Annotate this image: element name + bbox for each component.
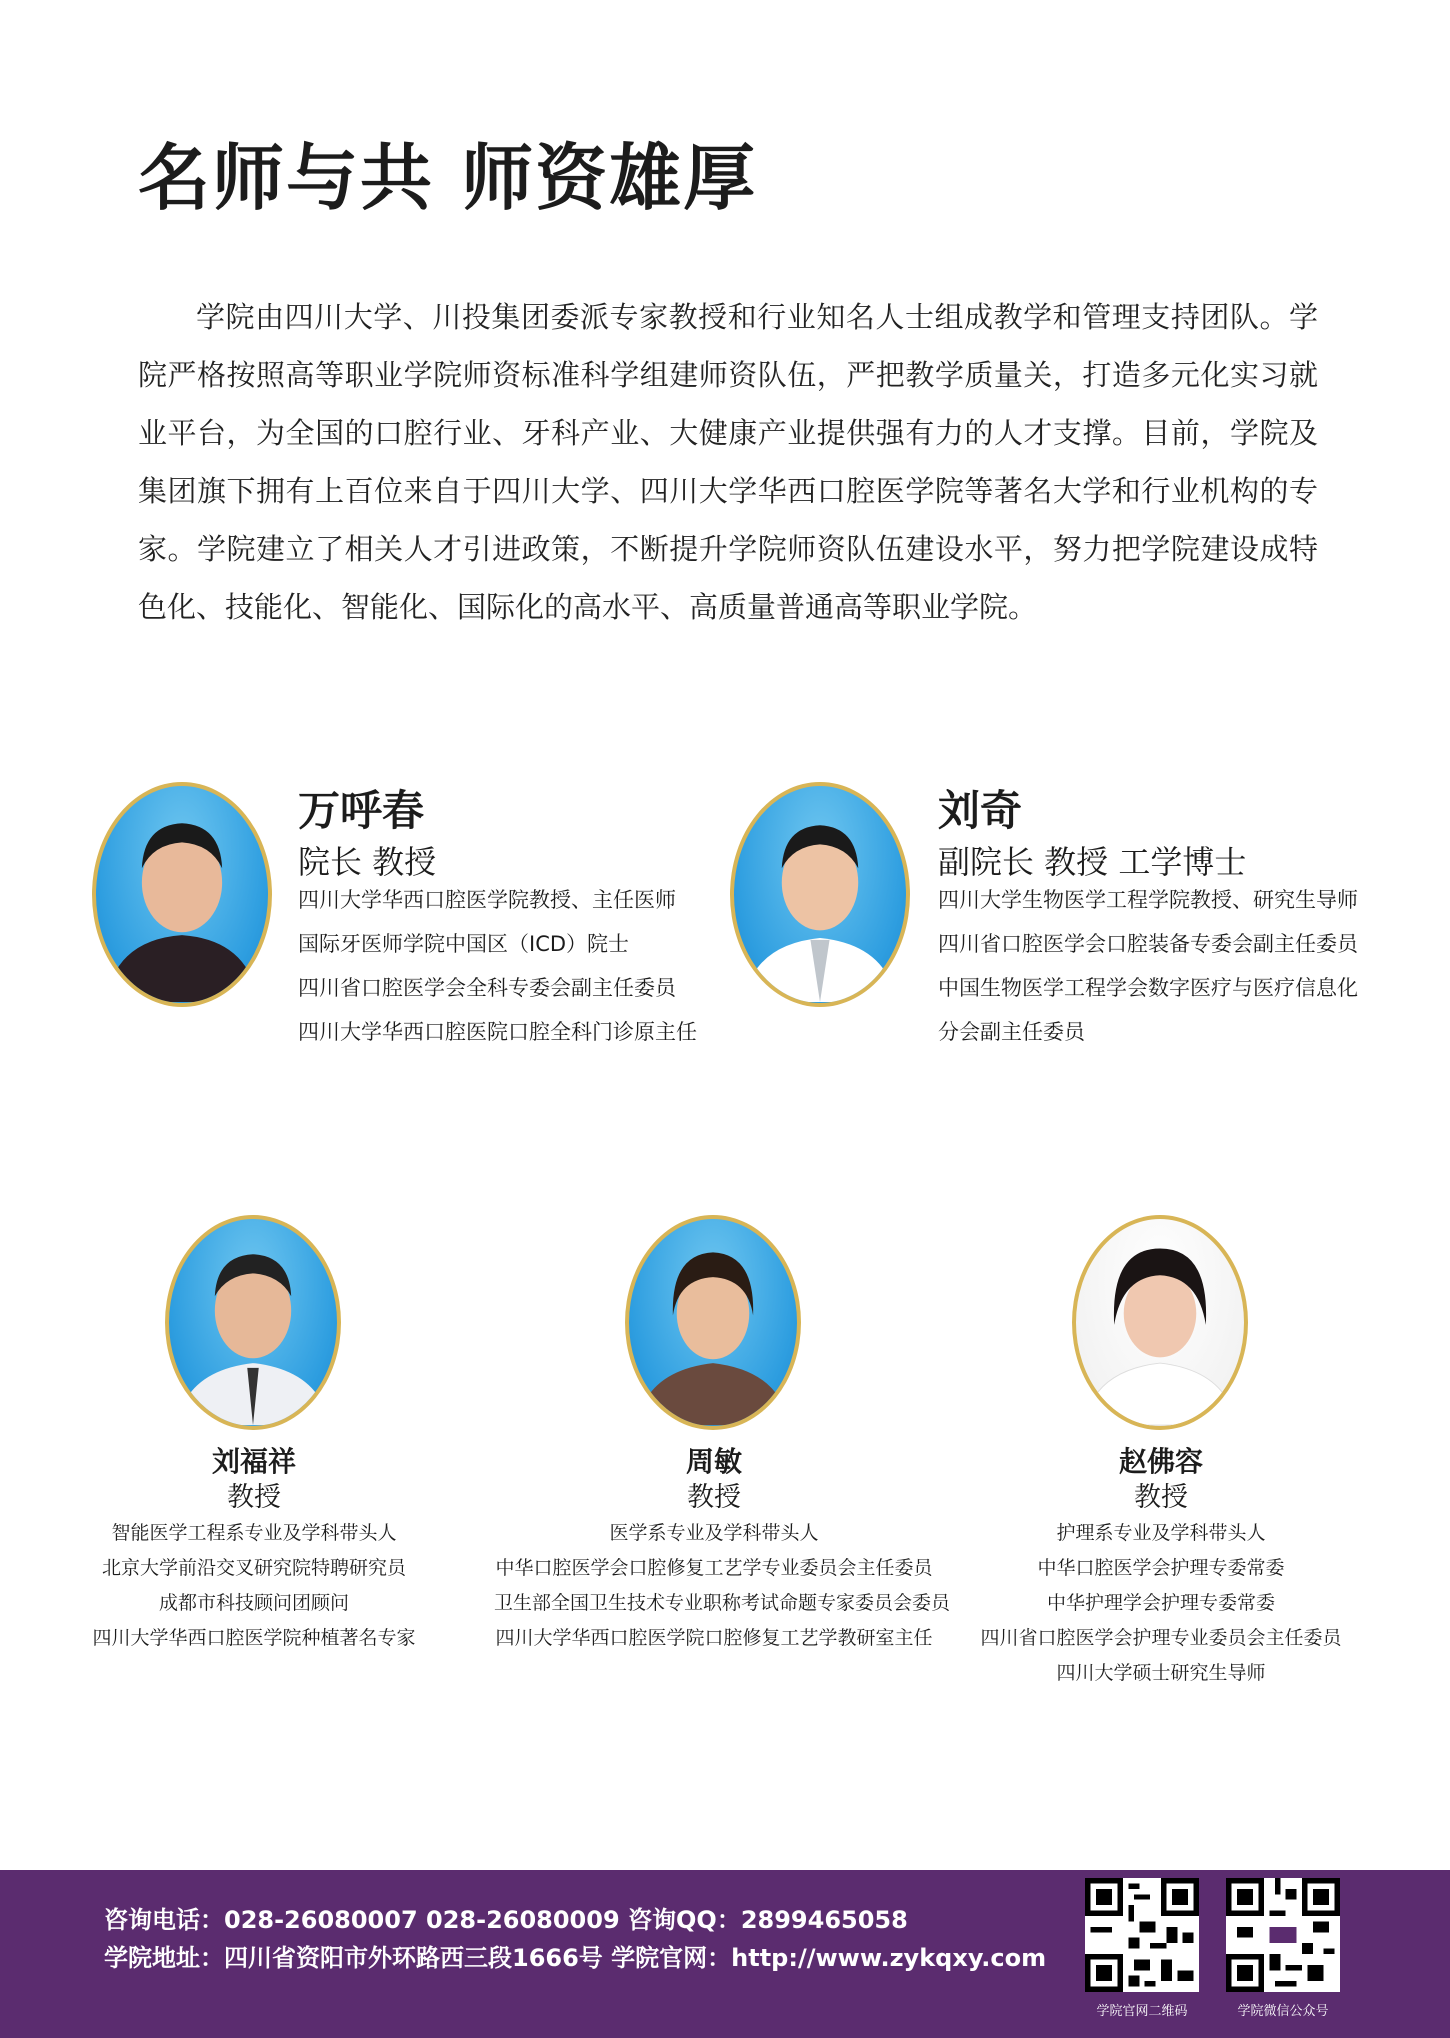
faculty-name: 周敏 (685, 1445, 742, 1478)
intro-paragraph: 学院由四川大学、川投集团委派专家教授和行业知名人士组成教学和管理支持团队。学院严格按照高等职业学院师资标准科学组建师资队伍，严把教学质量关，打造多元化实习就业平台，为全国的口腔行业、牙科产业、大健康产业提供强有力的人才支撑。目前，学院及集团旗下拥有上百位来自于四川大学、四川大学华西口腔医学院等著名大学和行业机构的专家。学院建立了相关人才引进政策，不断提升学院师资队伍建设水平，努力把学院建设成特色化、技能化、智能化、国际化的高水平、高质量普通高等职业学院。 (138, 300, 1318, 624)
portrait-photo (730, 782, 910, 1007)
leader-credentials: 四川大学华西口腔医学院教授、主任医师 国际牙医师学院中国区（ICD）院士 四川省口腔医学会全科专委会副主任委员 四川大学华西口腔医院口腔全科门诊原主任 (298, 888, 697, 1044)
portrait-photo (1072, 1215, 1248, 1430)
faculty-card: 周敏 教授 医学系专业及学科带头人 中华口腔医学会口腔修复工艺学专业委员会主任委员 卫生部全国卫生技术专业职称考试命题专家委员会委员 四川大学华西口腔医学院口腔修复工艺学教研室主任 (494, 1445, 951, 1649)
faculty-role: 教授 (227, 1482, 281, 1513)
faculty-role: 教授 (687, 1482, 741, 1513)
faculty-card: 刘福祥 教授 智能医学工程系专业及学科带头人 北京大学前沿交叉研究院特聘研究员 成都市科技顾问团顾问 四川大学华西口腔医学院种植著名专家 (34, 1444, 474, 1656)
contact-info: 咨询电话：028-26080007 028-26080009 咨询QQ：2899465058 (104, 1906, 908, 1934)
leader-credentials: 四川大学生物医学工程学院教授、研究生导师 四川省口腔医学会口腔装备专委会副主任委员 中国生物医学工程学会数字医疗与医疗信息化 分会副主任委员 (938, 888, 1358, 1044)
leader-name: 万呼春 (298, 786, 425, 835)
portrait-photo (92, 782, 272, 1007)
qr-caption: 学院官网二维码 (1096, 2004, 1188, 2019)
faculty-card: 赵佛容 教授 护理系专业及学科带头人 中华口腔医学会护理专委常委 中华护理学会护理专委常委 四川省口腔医学会护理专业委员会主任委员 四川大学硕士研究生导师 (941, 1444, 1381, 1691)
page-title: 名师与共 师资雄厚 (138, 136, 758, 220)
leader-role: 副院长 教授 工学博士 (938, 843, 1247, 881)
leader-role: 院长 教授 (298, 843, 437, 881)
qr-caption: 学院微信公众号 (1237, 2004, 1329, 2019)
portrait-photo (165, 1215, 341, 1430)
faculty-role: 教授 (1134, 1482, 1188, 1513)
portrait-photo (625, 1215, 801, 1430)
leader-name: 刘奇 (938, 786, 1023, 835)
faculty-name: 刘福祥 (211, 1445, 296, 1478)
footer-bar (0, 1870, 1450, 2038)
faculty-name: 赵佛容 (1118, 1445, 1203, 1478)
address-info[interactable]: 学院地址：四川省资阳市外环路西三段1666号 学院官网：http://www.zykqxy.com (104, 1944, 1047, 1972)
wechat-qr-code[interactable] (1226, 1878, 1340, 1992)
website-qr-code[interactable] (1085, 1878, 1199, 1992)
